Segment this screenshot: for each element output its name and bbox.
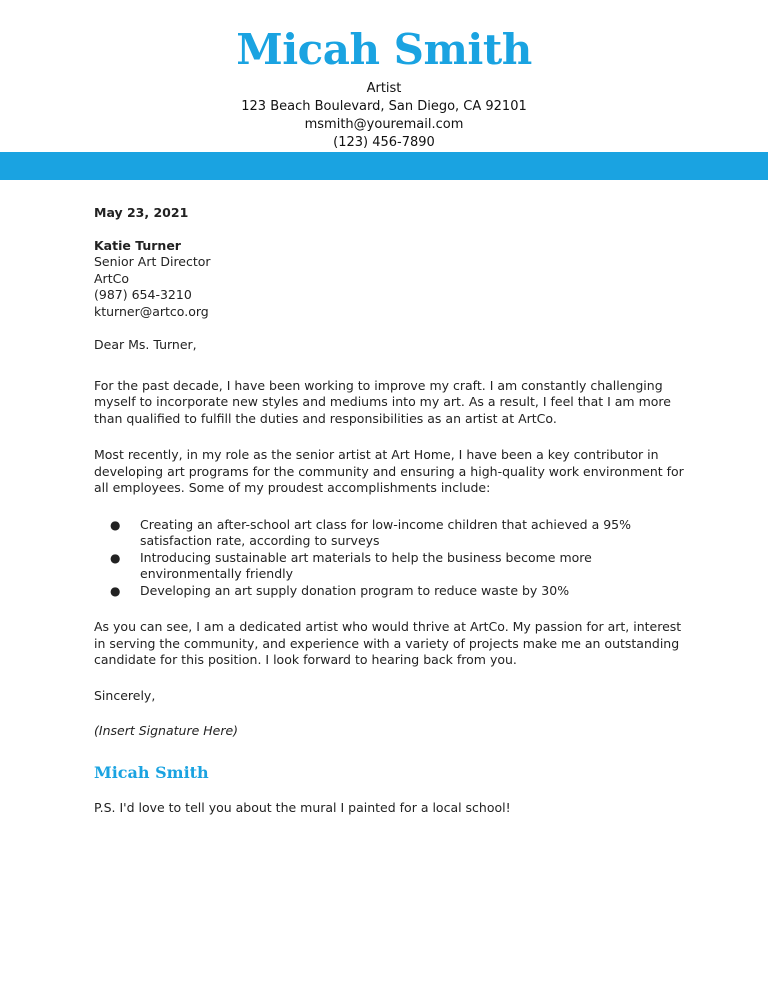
sender-title: Artist: [366, 81, 402, 96]
body-paragraph: For the past decade, I have been working to improve my craft. I am constantly challenging myself to incorporate new styles and mediums into my art. As a result, I feel that I am more than qualified to fulfill the duties and responsibilities as an artist at ArtCo.: [94, 377, 671, 426]
list-item: [94, 550, 684, 583]
sender-email: msmith@youremail.com: [304, 117, 464, 132]
sender-contact-block: [0, 80, 768, 152]
list-item: [94, 517, 684, 550]
recipient-phone: (987) 654-3210: [94, 287, 192, 302]
sender-name: Micah Smith: [236, 25, 532, 74]
list-item-text: Creating an after-school art class for low-income children that achieved a 95% satisfaction rate, according to surveys: [140, 516, 631, 548]
sender-phone: (123) 456-7890: [333, 135, 435, 150]
postscript: P.S. I'd love to tell you about the mural I painted for a local school!: [94, 799, 511, 815]
signature-name: Micah Smith: [94, 762, 209, 782]
accent-band: [0, 152, 768, 180]
bullet-icon: ●: [110, 517, 121, 532]
list-item: [94, 583, 684, 600]
letter-date: May 23, 2021: [94, 205, 189, 220]
closing: Sincerely,: [94, 687, 156, 703]
recipient-email: kturner@artco.org: [94, 303, 209, 319]
letter-body: [94, 205, 684, 816]
recipient-block: [94, 238, 684, 321]
recipient-company: ArtCo: [94, 270, 129, 286]
body-paragraph: Most recently, in my role as the senior artist at Art Home, I have been a key contributor in developing art programs for the community and ensuring a high-quality work environment for all employees. Some of my proudest accomplishments include:: [94, 447, 684, 495]
bullet-icon: ●: [110, 583, 121, 598]
signature-placeholder: (Insert Signature Here): [94, 723, 239, 738]
list-item-text: Introducing sustainable art materials to help the business become more environmentally friendly: [140, 549, 592, 581]
sender-address: 123 Beach Boulevard, San Diego, CA 92101: [241, 99, 527, 114]
recipient-title: Senior Art Director: [94, 254, 211, 269]
accomplishments-list: [94, 517, 684, 600]
bullet-icon: ●: [110, 550, 121, 565]
body-paragraph: As you can see, I am a dedicated artist who would thrive at ArtCo. My passion for art, interest in serving the community, and experience with a variety of projects make me an outstanding candidate for this position. I look forward to hearing back from you.: [94, 619, 682, 667]
salutation: Dear Ms. Turner,: [94, 337, 197, 352]
letter-header: [0, 0, 768, 152]
list-item-text: Developing an art supply donation program to reduce waste by 30%: [140, 582, 570, 598]
recipient-name: Katie Turner: [94, 237, 181, 253]
